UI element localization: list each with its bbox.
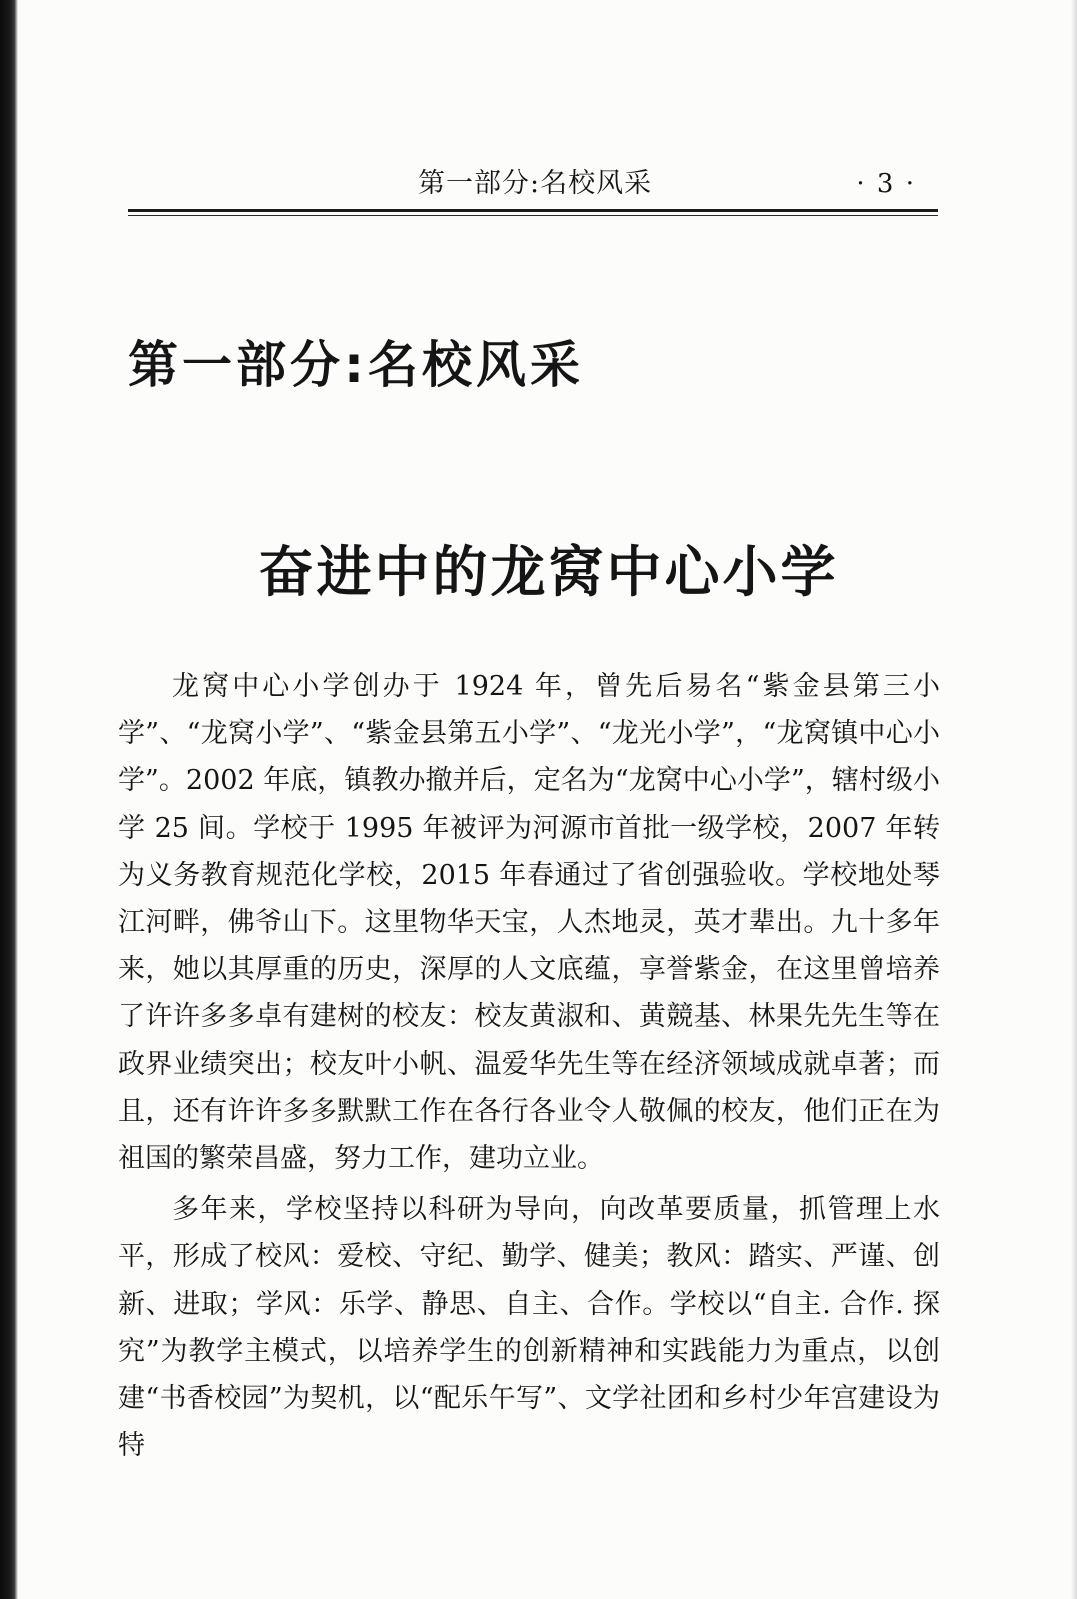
article-body [118, 663, 940, 1473]
page-number: · 3 · [856, 169, 916, 199]
part-title: 第一部分:名校风采 [128, 336, 584, 394]
scan-shadow-right [1071, 0, 1077, 1599]
scan-shadow-left [0, 0, 18, 1599]
running-title: 第一部分:名校风采 [418, 168, 653, 199]
running-header [128, 164, 938, 208]
article-title: 奋进中的龙窝中心小学 [258, 539, 839, 604]
paragraph-2: 多年来，学校坚持以科研为导向，向改革要质量，抓管理上水平，形成了校风：爱校、守纪、勤学、健美；教风：踏实、严谨、创新、进取；学风：乐学、静思、自主、合作。学校以“自主. 合作. 探究”为教学主模式，以培养学生的创新精神和实践能力为重点，以创建“书香校园”为契机，以“配乐午写”、文学社团和乡村少年宫建设为特 [118, 1194, 940, 1462]
paragraph-1: 龙窝中心小学创办于 1924 年，曾先后易名“紫金县第三小学”、“龙窝小学”、“紫金县第五小学”、“龙光小学”，“龙窝镇中心小学”。2002 年底，镇教办撤并后，定名为“龙窝中心小学”，辖村级小学 25 间。学校于 1995 年被评为河源市首批一级学校，2007 年转为义务教育规范化学校，2015 年春通过了省创强验收。学校地处琴江河畔，佛爷山下。这里物华天宝，人杰地灵，英才辈出。九十多年来，她以其厚重的历史，深厚的人文底蕴，享誉紫金，在这里曾培养了许许多多卓有建树的校友：校友黄淑和、黄競基、林果先先生等在政界业绩突出；校友叶小帆、温爱华先生等在经济领域成就卓著；而且，还有许许多多默默工作在各行各业令人敬佩的校友，他们正在为祖国的繁荣昌盛，努力工作，建功立业。 [118, 671, 940, 1175]
header-double-rule [128, 209, 938, 216]
